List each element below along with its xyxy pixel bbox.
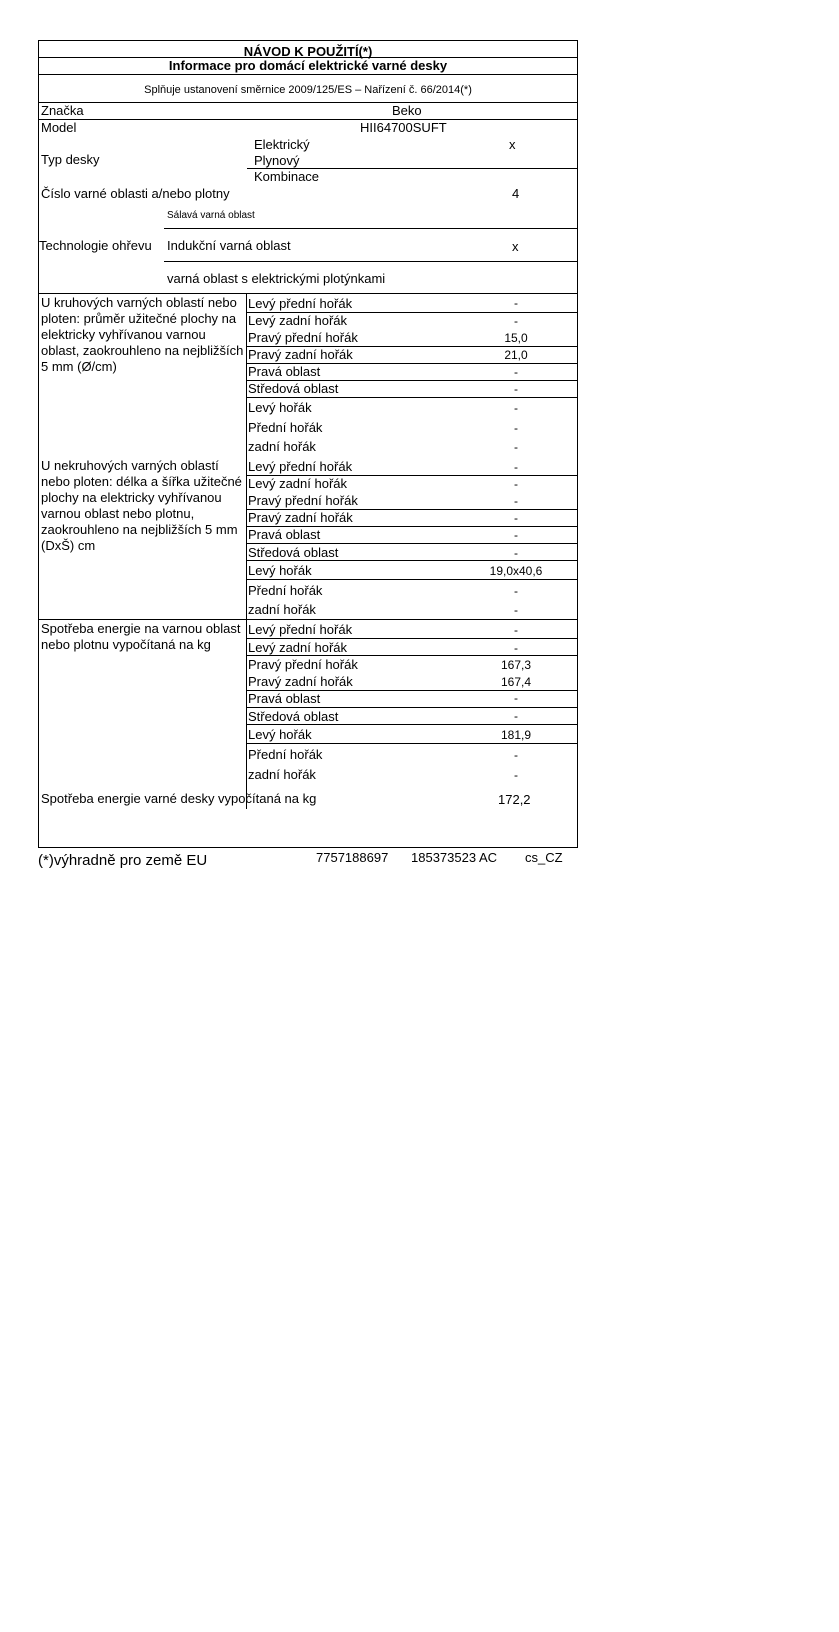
burner-name: Pravý přední hořák (248, 493, 358, 508)
hob-type-option: Elektrický (254, 137, 310, 152)
footer-code: 185373523 AC (411, 850, 498, 865)
burner-value: - (514, 584, 518, 598)
heating-option: Sálavá varná oblast (167, 210, 255, 221)
divider (246, 579, 577, 580)
divider (39, 119, 577, 120)
burner-name: Levý hořák (248, 400, 312, 415)
burner-value: - (514, 421, 518, 435)
footer-code: 7757188697 (316, 850, 389, 865)
burner-name: Přední hořák (248, 583, 323, 598)
burner-value: - (514, 401, 518, 415)
burner-value: - (514, 546, 518, 560)
divider (39, 293, 577, 294)
burner-value: - (514, 691, 518, 705)
burner-name: Pravý zadní hořák (248, 347, 353, 362)
burner-value: - (514, 440, 518, 454)
burner-value: - (514, 603, 518, 617)
burner-value: - (514, 528, 518, 542)
energy-zones-label: Spotřeba energie na varnou oblast nebo plotnu vypočítaná na kg (41, 621, 241, 652)
burner-value: - (514, 477, 518, 491)
divider (246, 397, 577, 398)
burner-value: 19,0x40,6 (489, 564, 543, 578)
burner-value: - (514, 511, 518, 525)
burner-name: Levý hořák (248, 563, 312, 578)
burner-value: - (514, 748, 518, 762)
model-label: Model (41, 120, 77, 135)
divider (246, 293, 247, 619)
hob-type-mark: x (509, 137, 516, 152)
divider (246, 543, 577, 544)
burner-name: Pravá oblast (248, 691, 321, 706)
burner-name: Pravý přední hořák (248, 657, 358, 672)
energy-total-value: 172,2 (498, 792, 531, 807)
divider (246, 743, 577, 744)
burner-name: Levý přední hořák (248, 459, 353, 474)
burner-name: Pravý přední hořák (248, 330, 358, 345)
burner-value: 167,3 (500, 658, 532, 672)
burner-name: Levý hořák (248, 727, 312, 742)
burner-name: Levý zadní hořák (248, 476, 348, 491)
footer-note: (*)výhradně pro země EU (38, 852, 208, 869)
divider (246, 707, 577, 708)
burner-value: 181,9 (500, 728, 532, 742)
burner-name: zadní hořák (248, 602, 316, 617)
hob-type-option: Plynový (254, 153, 300, 168)
energy-total-label: Spotřeba energie varné desky vypočítaná na kg (41, 791, 317, 806)
model-value: HII64700SUFT (360, 120, 447, 135)
divider (39, 74, 577, 75)
heating-mark: x (512, 239, 519, 254)
burner-value: - (514, 641, 518, 655)
round-zones-label: U kruhových varných oblastí nebo ploten: průměr užitečné plochy na elektricky vyhřívanou varnou oblast, zaokrouhleno na nejbližších 5 mm (Ø/cm) (41, 295, 244, 374)
burner-value: - (514, 494, 518, 508)
burner-value: - (514, 314, 518, 328)
divider (164, 228, 577, 229)
burner-value: 15,0 (504, 331, 528, 345)
document-subtitle: Informace pro domácí elektrické varné desky (168, 58, 448, 73)
burner-name: Levý přední hořák (248, 622, 353, 637)
burner-value: - (514, 768, 518, 782)
burner-name: Levý zadní hořák (248, 313, 348, 328)
zones-count-label: Číslo varné oblasti a/nebo plotny (41, 186, 230, 201)
hob-type-label: Typ desky (41, 152, 100, 167)
burner-name: Pravý zadní hořák (248, 674, 353, 689)
burner-name: Levý zadní hořák (248, 640, 348, 655)
nonround-zones-label: U nekruhových varných oblastí nebo ploten: délka a šířka užitečné plochy na elektricky vyhřívanou varnou oblast nebo plotnu, zaokrouhleno na nejbližších 5 mm (DxŠ) cm (41, 458, 242, 553)
divider (246, 638, 577, 639)
hob-type-option: Kombinace (254, 169, 320, 184)
burner-name: zadní hořák (248, 439, 316, 454)
zones-count-value: 4 (512, 186, 520, 201)
burner-name: Pravá oblast (248, 364, 321, 379)
divider (39, 619, 577, 620)
burner-value: 21,0 (504, 348, 528, 362)
burner-name: Středová oblast (248, 545, 339, 560)
burner-value: - (514, 296, 518, 310)
heating-technology-label: Technologie ohřevu (39, 238, 152, 253)
document-title: NÁVOD K POUŽITÍ(*) (243, 44, 373, 59)
burner-value: - (514, 460, 518, 474)
burner-value: - (514, 365, 518, 379)
burner-value: - (514, 623, 518, 637)
divider (246, 560, 577, 561)
burner-value: - (514, 709, 518, 723)
burner-name: Přední hořák (248, 420, 323, 435)
regulation-text: Splňuje ustanovení směrnice 2009/125/ES – Nařízení č. 66/2014(*) (144, 84, 472, 96)
divider (246, 619, 247, 809)
product-fiche-table (38, 40, 578, 848)
divider (164, 261, 577, 262)
burner-name: Středová oblast (248, 709, 339, 724)
burner-name: Levý přední hořák (248, 296, 353, 311)
burner-name: Pravý zadní hořák (248, 510, 353, 525)
burner-name: Přední hořák (248, 747, 323, 762)
heating-option: Indukční varná oblast (167, 238, 291, 253)
brand-label: Značka (41, 103, 84, 118)
divider (246, 655, 577, 656)
burner-value: - (514, 382, 518, 396)
footer-language: cs_CZ (525, 850, 563, 865)
burner-value: 167,4 (500, 675, 532, 689)
burner-name: Středová oblast (248, 381, 339, 396)
divider (39, 102, 577, 103)
burner-name: zadní hořák (248, 767, 316, 782)
divider (246, 724, 577, 725)
burner-name: Pravá oblast (248, 527, 321, 542)
heating-option: varná oblast s elektrickými plotýnkami (167, 271, 386, 286)
brand-value: Beko (392, 103, 422, 118)
